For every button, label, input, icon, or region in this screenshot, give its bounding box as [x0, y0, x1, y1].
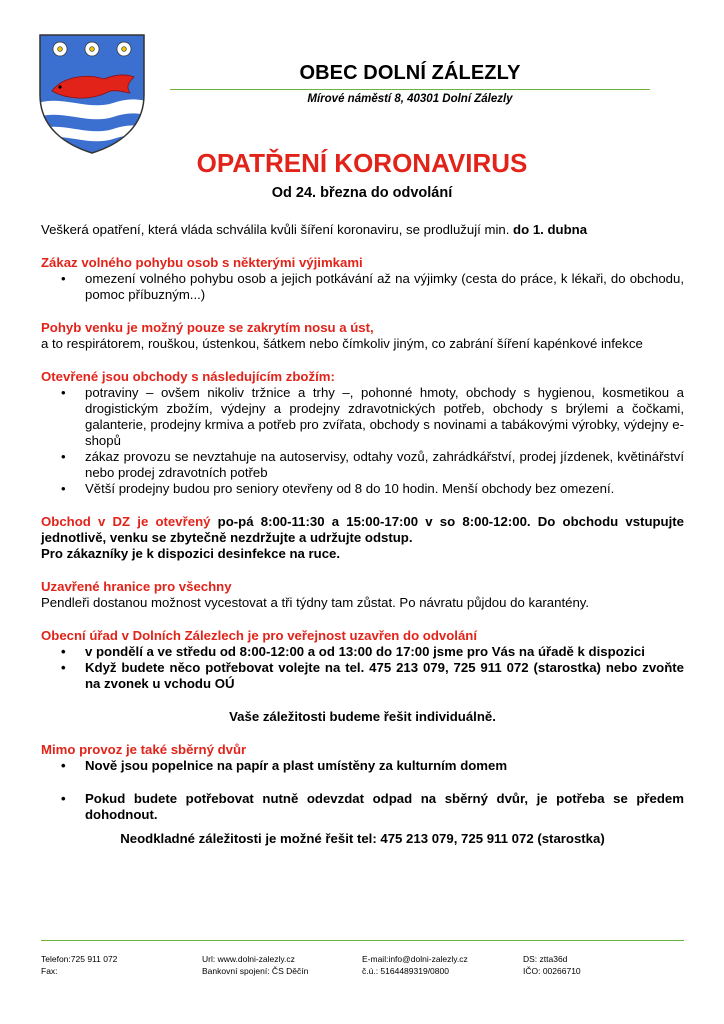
footer-email-column — [362, 953, 468, 977]
section-heading-local-shop: Obchod v DZ je otevřený — [41, 514, 211, 529]
footer-bank: Bankovní spojení: ČS Děčín — [202, 966, 309, 976]
intro-text: Veškerá opatření, která vláda schválila kvůli šíření koronaviru, se prodlužují min. — [41, 222, 514, 237]
section-heading-collection-yard: Mimo provoz je také sběrný dvůr — [41, 742, 247, 757]
office-note: Vaše záležitosti budeme řešit individuálně. — [229, 709, 496, 724]
list-item: • zákaz provozu se nevztahuje na autoservisy, odtahy vozů, zahrádkářství, prodej jízdenek, květinářství nebo prodej zdravotních potřeb — [41, 449, 684, 481]
borders-text: Pendleři dostanou možnost vycestovat a tři týdny tam zůstat. Po návratu půjdou do karantény. — [41, 595, 590, 610]
list-item: • Když budete něco potřebovat volejte na tel. 475 213 079, 725 911 072 (starostka) nebo zvoňte na zvonek u vchodu OÚ — [41, 660, 684, 692]
section-heading-office: Obecní úřad v Dolních Zálezlech je pro veřejnost uzavřen do odvolání — [41, 628, 478, 643]
masks-text: a to respirátorem, rouškou, ústenkou, šátkem nebo čímkoliv jiným, co zabrání šíření kapénkové infekce — [41, 336, 643, 351]
list-item: • Nově jsou popelnice na papír a plast umístěny za kulturním domem — [41, 758, 684, 774]
header-divider — [170, 89, 650, 90]
section-heading-shops: Otevřené jsou obchody s následujícím zbožím: — [41, 369, 335, 384]
coat-of-arms-logo — [38, 33, 146, 155]
intro-paragraph — [41, 222, 684, 238]
footer-web-column — [202, 953, 308, 977]
shop-hours: po-pá 8:00-11:30 a 15:00-17:00 v so 8:00-12:00. Do obchodu vstupujte jednotlivě, venku se zbytečně nezdržujte a udržujte odstup. — [41, 514, 685, 545]
shops-list — [41, 385, 684, 497]
disinfection-note: Pro zákazníky je k dispozici desinfekce na ruce. — [41, 546, 341, 561]
footer-ids-column — [523, 953, 581, 977]
office-list — [41, 644, 684, 692]
shop-hours-paragraph — [41, 514, 684, 546]
page-title: OPATŘENÍ KORONAVIRUS — [196, 148, 528, 178]
list-item: • omezení volného pohybu osob a jejich potkávání až na výjimky (cesta do práce, k lékaři, do obchodu, pomoc příbuzným...) — [41, 271, 684, 303]
urgent-contact-note: Neodkladné záležitosti je možné řešit tel: 475 213 079, 725 911 072 (starostka) — [120, 831, 605, 846]
section-heading-masks: Pohyb venku je možný pouze se zakrytím nosu a úst, — [41, 320, 374, 335]
municipality-address: Mírové náměstí 8, 40301 Dolní Zálezly — [307, 93, 513, 105]
footer-ds: DS: ztta36d — [523, 954, 568, 964]
movement-list — [41, 271, 684, 303]
footer-account: č.ú.: 5164489319/0800 — [362, 966, 449, 976]
intro-deadline: do 1. dubna — [513, 222, 588, 237]
footer-divider — [41, 940, 684, 941]
footer-url: Url: www.dolni-zalezly.cz — [202, 954, 295, 964]
footer-ico: IČO: 00266710 — [523, 966, 581, 976]
footer-phone-column — [41, 953, 117, 977]
list-item: • Pokud budete potřebovat nutně odevzdat odpad na sběrný dvůr, je potřeba se předem dohodnout. — [41, 791, 684, 823]
document-body — [41, 222, 684, 847]
list-item: • potraviny – ovšem nikoliv tržnice a trhy –, pohonné hmoty, obchody s hygienou, kosmetikou a drogistickým zbožím, výdejny a prodejny zdravotnických potřeb, obchody s brýlemi a čočkami, galanterie, prodejny krmiva a potřeb pro zvířata, obchody s novinami a tabákovými výrobky, výdejny e-shopů — [41, 385, 684, 449]
list-item: • v pondělí a ve středu od 8:00-12:00 a od 13:00 do 17:00 jsme pro Vás na úřadě k dispozici — [41, 644, 684, 660]
municipality-name: OBEC DOLNÍ ZÁLEZLY — [299, 62, 521, 84]
section-heading-movement: Zákaz volného pohybu osob s některými výjimkami — [41, 255, 363, 270]
letterhead — [170, 62, 650, 105]
page-subtitle: Od 24. března do odvolání — [271, 185, 453, 201]
footer-fax: Fax: — [41, 966, 58, 976]
list-item: • Větší prodejny budou pro seniory otevřeny od 8 do 10 hodin. Menší obchody bez omezení. — [41, 481, 684, 497]
footer-phone: Telefon:725 911 072 — [41, 954, 118, 964]
footer-email: E-mail:info@dolni-zalezly.cz — [362, 954, 468, 964]
collection-list — [41, 758, 684, 823]
section-heading-borders: Uzavřené hranice pro všechny — [41, 579, 232, 594]
